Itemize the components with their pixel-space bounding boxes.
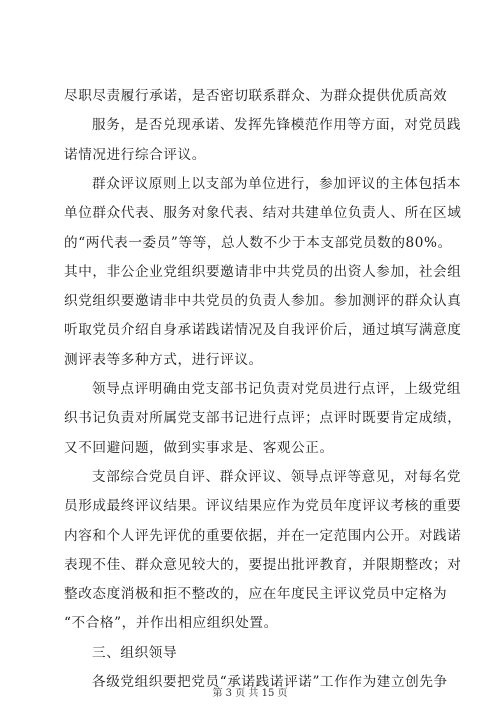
text-line: 单位群众代表、服务对象代表、结对共建单位负责人、所在区域 [64, 205, 462, 222]
text-line: 测评表等多种方式，进行评议。 [64, 351, 263, 368]
text-line: 领导点评明确由党支部书记负责对党员进行点评，上级党组 [92, 381, 462, 397]
text-line: 员形成最终评议结果。评议结果应作为党员年度评议考核的重要 [64, 498, 462, 515]
text-line: 诺情况进行综合评议。 [64, 146, 206, 163]
text-line: 又不回避问题，做到实事求是、客观公正。 [64, 439, 334, 456]
text-line: 的“两代表一委员”等等，总人数不少于本支部党员数的80%。 [64, 234, 452, 251]
text-line: 整改态度消极和拒不整改的，应在年度民主评议党员中定格为 [64, 586, 448, 603]
text-line: 群众评议原则上以支部为单位进行，参加评议的主体包括本 [92, 175, 462, 192]
text-line: “不合格”，并作出相应组织处置。 [64, 615, 278, 632]
text-line: 其中，非公企业党组织要邀请非中共党员的出资人参加，社会组 [64, 263, 462, 280]
text-line: 听取党员介绍自身承诺践诺情况及自我评价后，通过填写满意度 [64, 322, 462, 339]
text-line: 服务，是否兑现承诺、发挥先锋模范作用等方面，对党员践 [92, 117, 462, 134]
text-line: 支部综合党员自评、群众评议、领导点评等意见，对每名党 [92, 468, 462, 485]
text-line: 尽职尽责履行承诺，是否密切联系群众、为群众提供优质高效 [64, 88, 448, 104]
text-line: 内容和个人评先评优的重要依据，并在一定范围内公开。对践诺 [64, 527, 462, 544]
text-line: 织党组织要邀请非中共党员的负责人参加。参加测评的群众认真 [64, 293, 462, 310]
text-line: 各级党组织要把党员“承诺践诺评诺”工作作为建立创先争 [92, 674, 448, 690]
page-footer: 第 3 页 共 15 页 [212, 688, 288, 699]
text-line: 织书记负责对所属党支部书记进行点评；点评时既要肯定成绩， [64, 410, 462, 427]
section-heading: 三、组织领导 [92, 644, 178, 661]
text-line: 表现不佳、群众意见较大的，要提出批评教育，并限期整改；对 [64, 556, 462, 573]
